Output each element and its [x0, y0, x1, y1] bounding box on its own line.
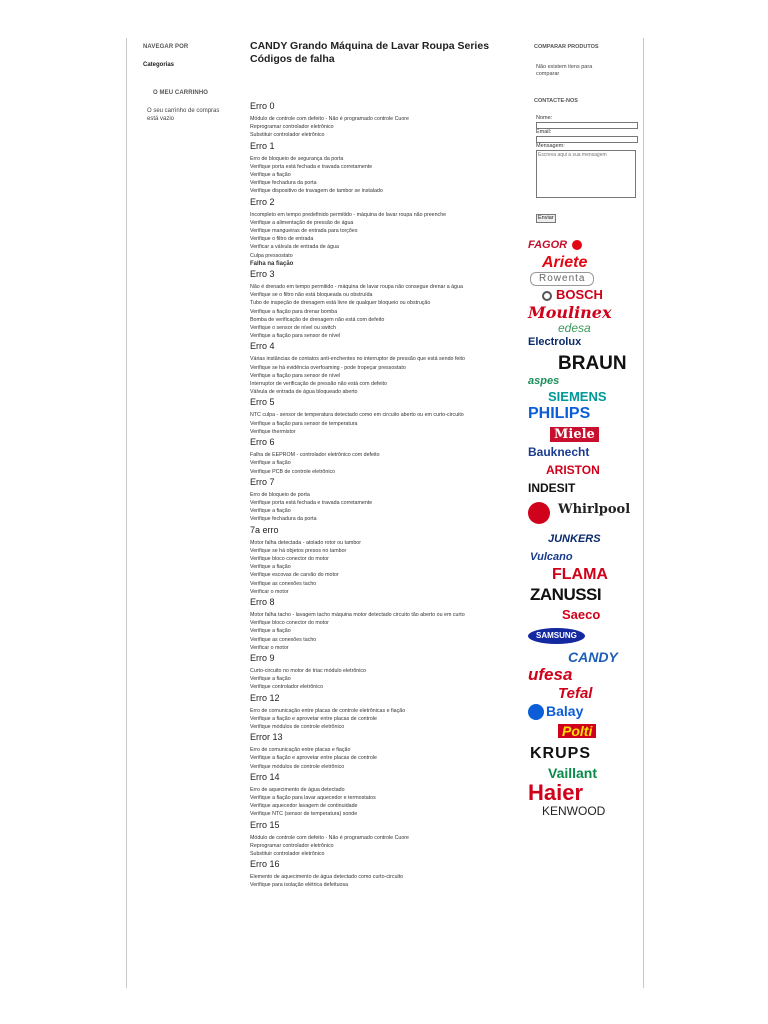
- error-code-title: Erro 0: [250, 101, 275, 111]
- error-code-block: [250, 196, 520, 268]
- error-code-title: Error 13: [250, 732, 283, 743]
- error-code-block: [250, 340, 520, 396]
- categories-link[interactable]: Categorias: [143, 62, 175, 68]
- contact-heading: CONTACTE-NOS: [534, 98, 578, 104]
- error-code-title: Erro 6: [250, 437, 275, 448]
- error-description-line: Verifique escovas de carvão do motor: [250, 572, 339, 579]
- error-description-line: Verifique a fiação: [250, 564, 291, 571]
- error-description-line: Verifique as conexões tacho: [250, 636, 317, 643]
- error-code-description: [250, 746, 520, 771]
- brand-logo-samsung[interactable]: SAMSUNG: [528, 628, 585, 644]
- error-description-line: Bomba de verificação de drenagem não está com defeito: [250, 316, 385, 323]
- error-description-line: Substituir controlador eletrônico: [250, 851, 325, 857]
- brand-logo-edesa[interactable]: edesa: [558, 321, 591, 335]
- error-description-line: Verifique controlador eletrônico: [250, 684, 324, 691]
- error-description-line: Erro de aquecimento de água detectado: [250, 786, 345, 793]
- error-description-bold-line: Falha na fiação: [250, 260, 294, 267]
- brand-logo-flama[interactable]: FLAMA: [552, 566, 608, 583]
- error-code-block: [250, 771, 520, 819]
- compare-heading: COMPARAR PRODUTOS: [534, 44, 599, 50]
- contact-form: [536, 115, 638, 224]
- error-description-line: Verifique PCB de controle eletrônico: [250, 468, 336, 475]
- brand-name: Balay: [546, 703, 584, 719]
- brand-logo-ariete[interactable]: Ariete: [542, 254, 588, 271]
- error-code-block: [250, 396, 520, 436]
- error-code-block: [250, 652, 520, 692]
- brand-logo-siemens[interactable]: SIEMENS: [548, 389, 607, 404]
- error-code-description: [250, 155, 520, 196]
- error-description-line: Substituir controlador eletrônico: [250, 132, 325, 139]
- error-code-title: Erro 9: [250, 652, 275, 663]
- email-input[interactable]: [536, 136, 638, 143]
- error-description-line: Verifique se há evidência overfoaming - pode tropeçar pressostato: [250, 364, 406, 371]
- error-description-line: Verifique a fiação para drenar bomba: [250, 308, 338, 315]
- error-code-list: [250, 100, 520, 890]
- page-title-line1: CANDY Grando Máquina de Lavar Roupa Series: [250, 40, 490, 52]
- error-code-description: [250, 873, 520, 889]
- balay-ring-icon: [528, 704, 544, 720]
- bosch-ring-icon: [542, 291, 552, 301]
- error-description-line: Verifique dispositivo de travagem de tambor se instalado: [250, 188, 383, 195]
- brand-logo-miele[interactable]: Miele: [550, 427, 599, 442]
- error-description-line: Não é drenado em tempo permitido - máquina de lavar roupa não consegue drenar a água: [250, 284, 463, 291]
- brand-logo-rowenta[interactable]: Rowenta: [530, 272, 594, 286]
- error-description-line: Verificar o motor: [250, 588, 289, 595]
- brand-logo-tefal[interactable]: Tefal: [558, 685, 593, 702]
- page-title: [250, 40, 512, 65]
- brand-logo-haier[interactable]: Haier: [528, 780, 584, 805]
- error-code-description: [250, 667, 520, 692]
- compare-text-line: comparar: [536, 71, 560, 77]
- error-code-title: Erro 7: [250, 476, 275, 487]
- error-code-title: Erro 15: [250, 819, 280, 830]
- error-code-title: Erro 12: [250, 692, 280, 703]
- error-code-block: [250, 858, 520, 889]
- brand-logo-philips[interactable]: PHILIPS: [528, 405, 591, 422]
- error-description-line: Interruptor de verificação de pressão não está com defeito: [250, 381, 387, 388]
- error-code-block: [250, 100, 520, 140]
- error-code-description: [250, 211, 520, 268]
- error-description-line: Verificar o motor: [250, 644, 289, 651]
- error-code-title: Erro 1: [250, 140, 275, 151]
- error-description-line: Erro de comunicação entre placas e fiação: [250, 747, 351, 754]
- error-code-title: Erro 14: [250, 771, 280, 782]
- error-description-line: Verifique a fiação para sensor de nível: [250, 333, 341, 340]
- error-description-line: Verifique bloco conector do motor: [250, 555, 329, 562]
- error-description-line: Verifique as conexões tacho: [250, 580, 317, 587]
- error-description-line: Verifique a fiação e aprovetar entre placas de controle: [250, 715, 377, 722]
- cart-empty-line: está vazio: [147, 116, 175, 122]
- error-code-title: Erro 4: [250, 341, 275, 352]
- error-description-line: Verifique mangueiras de entrada para torções: [250, 228, 358, 235]
- error-code-description: [250, 355, 520, 396]
- error-description-line: Erro de bloqueio de segurança da porta: [250, 155, 344, 162]
- error-code-description: [250, 707, 520, 732]
- error-description-line: Várias instâncias de contatos anti-enchentes no interruptor de pressão que está sendo feito: [250, 356, 465, 363]
- error-description-line: Culpa pressostato: [250, 252, 293, 259]
- brand-logo-krups[interactable]: KRUPS: [530, 745, 592, 762]
- brand-logo-whirlpool[interactable]: Whirlpool: [558, 502, 631, 517]
- error-description-line: Verifique a fiação e aprovetar entre placas de controle: [250, 755, 377, 762]
- error-code-description: [250, 283, 520, 340]
- error-description-line: Verifique o sensor de nível ou switch: [250, 325, 336, 332]
- error-description-line: Verifique thermistor: [250, 428, 296, 435]
- brand-logo-kenwood[interactable]: KENWOOD: [542, 804, 606, 818]
- brand-logo-moulinex[interactable]: Moulinex: [528, 303, 612, 322]
- error-code-description: [250, 491, 520, 524]
- error-description-line: Verifique NTC (sensor de temperatura) sonde: [250, 811, 358, 818]
- brand-name: BOSCH: [556, 287, 603, 302]
- brand-logo-aspes[interactable]: aspes: [528, 375, 560, 387]
- error-description-line: Verifique fechadura da porta: [250, 516, 317, 523]
- error-description-line: Verifique para isolação elétrica defeituosa: [250, 882, 349, 889]
- error-code-block: [250, 140, 520, 196]
- error-description-line: Verifique a fiação: [250, 508, 291, 515]
- error-description-line: Verifique fechadura da porta: [250, 180, 317, 187]
- brand-logo-ufesa[interactable]: ufesa: [528, 665, 573, 684]
- error-code-title: Erro 3: [250, 269, 275, 280]
- compare-empty-text: [536, 64, 592, 78]
- error-description-line: Motor falha tacho - lavagem tacho máquina motor detectado circuito tão aberto ou em curto: [250, 611, 465, 618]
- error-description-line: Tubo de inspeção de drenagem está livre de qualquer bloqueio ou obstrução: [250, 300, 431, 307]
- brand-logo-ariston[interactable]: ARISTON: [546, 463, 600, 477]
- brand-logo-bauknecht[interactable]: Bauknecht: [528, 445, 590, 459]
- error-description-line: Reprogramar controlador eletrônico: [250, 124, 334, 131]
- error-description-line: NTC culpa - sensor de temperatura detectado como em circuito aberto ou em curto-circuito: [250, 412, 464, 419]
- error-code-block: [250, 268, 520, 340]
- error-description-line: Motor falha detectada - atolado rotor ou tambor: [250, 539, 362, 546]
- error-description-line: Verifique porta está fechada e travada corretamente: [250, 499, 373, 506]
- brand-logo-balay[interactable]: [528, 704, 583, 720]
- brand-logo-fagor[interactable]: [528, 240, 582, 251]
- error-description-line: Verifique a fiação: [250, 628, 291, 635]
- brand-logo-hoover[interactable]: [528, 502, 550, 524]
- error-description-line: Verifique bloco conector do motor: [250, 620, 329, 627]
- brand-logo-saeco[interactable]: Saeco: [562, 607, 601, 622]
- error-code-title: Erro 5: [250, 397, 275, 408]
- brand-logo-indesit[interactable]: INDESIT: [528, 481, 576, 495]
- error-description-line: Reprogramar controlador eletrônico: [250, 842, 334, 849]
- error-description-line: Módulo de controle com defeito - Não é programado controle Cuore: [250, 116, 409, 122]
- name-input[interactable]: [536, 122, 638, 129]
- error-code-block: [250, 819, 520, 859]
- email-label: Email:: [536, 129, 552, 135]
- error-code-description: [250, 411, 520, 436]
- brand-logo-polti[interactable]: Polti: [558, 724, 596, 738]
- cart-heading: O MEU CARRINHO: [153, 90, 209, 96]
- error-description-line: Verifique a fiação para sensor de nível: [250, 372, 341, 379]
- brand-logo-vulcano[interactable]: Vulcano: [530, 551, 573, 563]
- error-description-line: Incompleto em tempo predefinido permitido - máquina de lavar roupa não preenche: [250, 211, 447, 218]
- error-description-line: Verifique módulos de controle eletrônico: [250, 723, 345, 730]
- error-code-description: [250, 451, 520, 476]
- message-label: Mensagem:: [536, 143, 565, 149]
- error-code-block: [250, 731, 520, 771]
- brand-name: FAGOR: [528, 239, 568, 251]
- main-header: [250, 40, 512, 65]
- brand-logo-zanussi[interactable]: ZANUSSI: [530, 585, 602, 604]
- error-code-title: Erro 2: [250, 196, 275, 207]
- brand-logo-vaillant[interactable]: Vaillant: [548, 765, 598, 781]
- error-code-description: [250, 834, 520, 859]
- error-code-block: [250, 524, 520, 596]
- error-description-line: Elemento de aquecimento de água detectado como curto-circuito: [250, 874, 404, 881]
- error-code-description: [250, 115, 520, 140]
- page-title-line2: Códigos de falha: [250, 52, 335, 65]
- error-description-line: Erro de bloqueio de porta: [250, 491, 310, 498]
- error-code-block: [250, 476, 520, 524]
- brand-logo-candy[interactable]: CANDY: [568, 649, 618, 665]
- error-description-line: Verifique aquecedor lavagem de continuidade: [250, 803, 358, 810]
- error-code-block: [250, 596, 520, 652]
- error-description-line: Verifique a alimentação de pressão de água: [250, 219, 354, 226]
- error-description-line: Verificar a válvula de entrada de água: [250, 244, 339, 251]
- error-code-description: [250, 786, 520, 819]
- error-description-line: Verifique porta está fechada e travada corretamente: [250, 163, 373, 170]
- name-label: Nome:: [536, 115, 553, 121]
- error-code-description: [250, 611, 520, 652]
- error-description-line: Verifique a fiação para sensor de temperatura: [250, 420, 358, 427]
- message-textarea[interactable]: [536, 150, 636, 198]
- brand-logo-electrolux[interactable]: Electrolux: [528, 336, 582, 348]
- error-description-line: Verifique módulos de controle eletrônico: [250, 763, 345, 770]
- fagor-circle-icon: [572, 240, 582, 250]
- error-description-line: Verifique a fiação: [250, 460, 291, 467]
- send-button[interactable]: Enviar: [538, 215, 554, 221]
- error-description-line: Erro de comunicação entre placas de controle eletrônicas e fiação: [250, 707, 406, 714]
- cart-empty-text: [147, 107, 219, 123]
- error-code-title: 7a erro: [250, 524, 279, 535]
- brand-logo-braun[interactable]: BRAUN: [558, 353, 627, 374]
- error-description-line: Verifique a fiação: [250, 172, 291, 179]
- cart-empty-line: O seu carrinho de compras: [147, 108, 220, 114]
- error-description-line: Verifique se há objetos presos no tambor: [250, 547, 347, 554]
- error-description-line: Verifique a fiação para lavar aquecedor e termostatos: [250, 794, 376, 801]
- nav-heading: NAVEGAR POR: [143, 44, 189, 50]
- brand-logo-junkers[interactable]: JUNKERS: [548, 533, 601, 545]
- error-code-title: Erro 16: [250, 859, 280, 870]
- compare-text-line: Não existem itens para: [536, 64, 593, 70]
- error-description-line: Válvula de entrada de água bloqueado aberto: [250, 389, 358, 396]
- error-code-block: [250, 436, 520, 476]
- error-code-description: [250, 539, 520, 596]
- error-description-line: Verifique a fiação: [250, 676, 291, 683]
- error-description-line: Verifique o filtro de entrada: [250, 236, 314, 243]
- error-description-line: Curto-circuito no motor de triac módulo eletrônico: [250, 667, 366, 674]
- brand-logo-bosch[interactable]: [542, 288, 603, 301]
- error-code-title: Erro 8: [250, 596, 275, 607]
- error-code-block: [250, 692, 520, 732]
- error-description-line: Módulo de controle com defeito - Não é programado controle Cuore: [250, 834, 409, 841]
- error-description-line: Falha de EEPROM - controlador eletrônico com defeito: [250, 452, 380, 459]
- error-description-line: Verifique se o filtro não está bloqueada ou obstruída: [250, 292, 373, 299]
